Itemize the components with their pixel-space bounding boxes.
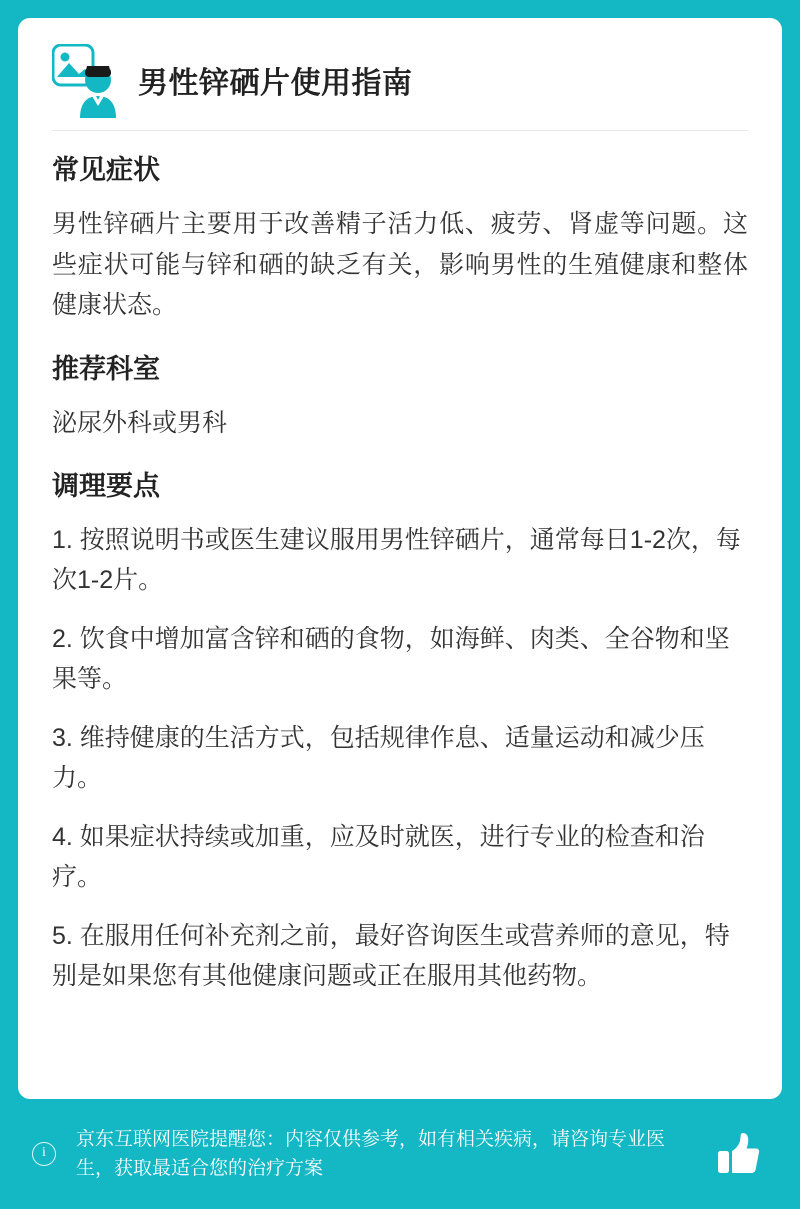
thumbs-up-icon[interactable] bbox=[716, 1131, 760, 1177]
info-circle-icon: i bbox=[32, 1142, 56, 1166]
footer-disclaimer-text: 京东互联网医院提醒您：内容仅供参考，如有相关疾病，请咨询专业医生，获取最适合您的治疗方案 bbox=[76, 1128, 666, 1179]
card-header bbox=[52, 44, 748, 131]
list-item: 3. 维持健康的生活方式，包括规律作息、适量运动和减少压力。 bbox=[52, 723, 705, 793]
doctor-avatar-icon bbox=[52, 44, 124, 120]
list-item: 2. 饮食中增加富含锌和硒的食物，如海鲜、肉类、全谷物和坚果等。 bbox=[52, 624, 730, 694]
section-heading-advice: 调理要点 bbox=[52, 470, 160, 501]
section-heading-department: 推荐科室 bbox=[52, 353, 160, 384]
section-heading-symptoms: 常见症状 bbox=[52, 155, 160, 185]
list-item: 5. 在服用任何补充剂之前，最好咨询医生或营养师的意见，特别是如果您有其他健康问题或正在服用其他药物。 bbox=[52, 921, 730, 991]
content-card bbox=[18, 18, 782, 1099]
page-title: 男性锌硒片使用指南 bbox=[138, 67, 413, 100]
list-item: 4. 如果症状持续或加重，应及时就医，进行专业的检查和治疗。 bbox=[52, 822, 705, 892]
section-text-symptoms: 男性锌硒片主要用于改善精子活力低、疲劳、肾虚等问题。这些症状可能与锌和硒的缺乏有关，影响男性的生殖健康和整体健康状态。 bbox=[52, 210, 748, 320]
footer-disclaimer-bar bbox=[18, 1099, 782, 1209]
advice-list bbox=[52, 520, 748, 997]
list-item: 1. 按照说明书或医生建议服用男性锌硒片，通常每日1-2次，每次1-2片。 bbox=[52, 525, 741, 595]
section-text-department: 泌尿外科或男科 bbox=[52, 408, 228, 437]
